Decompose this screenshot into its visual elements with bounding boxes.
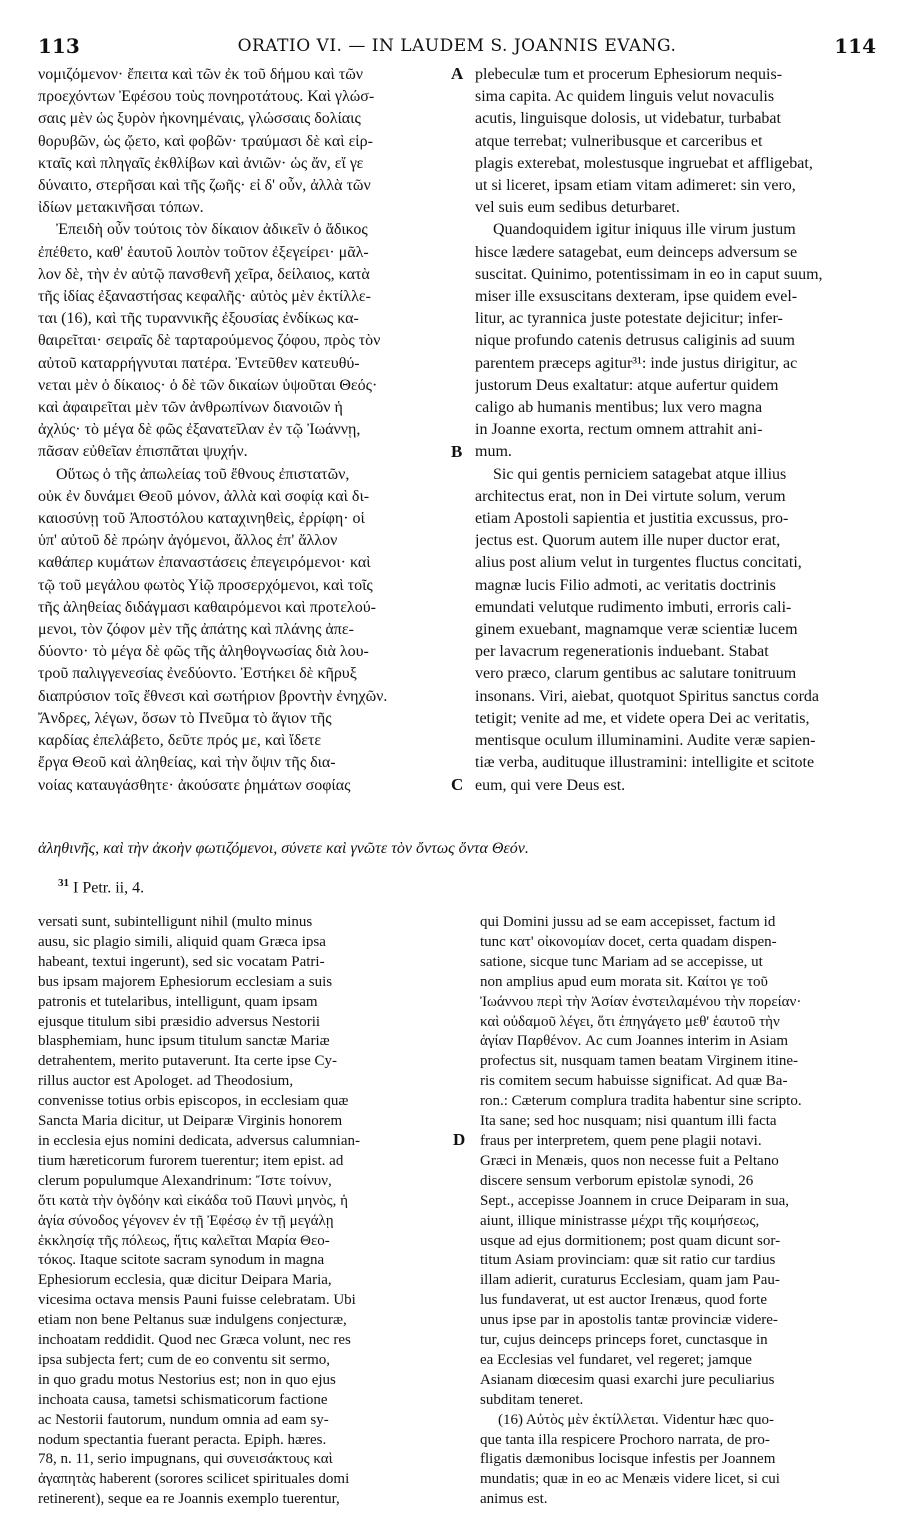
text-line: ac Nestorii fautorum, nundum omnia ad eam sy- xyxy=(38,1411,329,1428)
text-line: Quandoquidem igitur iniquus ille virum justum xyxy=(493,221,796,239)
text-line: justorum Deus exaltatur: atque aufertur quidem xyxy=(475,376,779,394)
text-line: profectus sit, nusquam tamen beatam Virginem itine- xyxy=(480,1053,799,1070)
text-line: ὅτι κατὰ τὴν ὀγδόην καὶ εἰκάδα τοῦ Παυνὶ μηνὸς, ἡ xyxy=(38,1192,348,1209)
text-line: τῆς ἰδίας ἐξαναστήσας κεφαλῆς· αὐτὸς μὲν ἐκτίλλε- xyxy=(38,288,371,306)
text-line: καὶ ἀφαιρεῖται μὲν τῶν ἀνθρωπίνων διανοιῶν ἡ xyxy=(38,399,343,417)
margin-letter-c: C xyxy=(451,775,464,794)
text-line: οὐκ ἐν δυνάμει Θεοῦ μόνον, ἀλλὰ καὶ σοφίᾳ καὶ δι- xyxy=(38,487,370,505)
text-line: ἐπέθετο, καθ' ἑαυτοῦ λοιπὸν τοῦτον ἐξεγείρει· μᾶλ- xyxy=(38,243,369,261)
text-line: per lavacrum regenerationis induebant. Stabat xyxy=(475,643,769,661)
running-head xyxy=(38,34,876,58)
latin-text-column xyxy=(475,64,880,797)
text-line: architectus erat, non in Dei virtute solum, verum xyxy=(475,487,786,505)
text-line: eum, qui vere Deus est. xyxy=(475,776,626,794)
text-line: δύοντο· τὸ μέγα δὲ φῶς τῆς ἀληθογνωσίας διὰ λου- xyxy=(38,643,369,661)
text-line: vero præco, clarum gentibus ac salutare tonitruum xyxy=(475,665,797,683)
text-line: ἔργα Θεοῦ καὶ ἀληθείας, καὶ τὴν ὄψιν τῆς δια- xyxy=(38,754,336,772)
text-line: litur, ac tyrannica juste potestate dejicitur; infer- xyxy=(475,310,783,328)
text-line: (16) Αὐτὸς μὲν ἐκτίλλεται. Videntur hæc quo- xyxy=(498,1411,775,1428)
text-line: parentem præceps agitur³¹: inde justus dirigitur, ac xyxy=(475,354,798,372)
text-line: vel suis eum sedibus deturbaret. xyxy=(475,199,680,217)
text-line: que tanta illa respicere Prochoro narrata, de pro- xyxy=(480,1431,770,1448)
text-line: ται (16), καὶ τῆς τυραννικῆς ἐξουσίας ἐνδίκως κα- xyxy=(38,310,359,328)
text-line: tium hæreticorum furorem tuerentur; item epist. ad xyxy=(38,1152,344,1169)
notes-right-column xyxy=(480,913,880,1510)
text-line: mentisque oculum illuminamini. Audite veræ sapien- xyxy=(475,732,816,750)
footnote-marker: 31 xyxy=(58,877,69,889)
text-line: ἀχλύς· τὸ μέγα δὲ φῶς ἐξανατεῖλαν ἐν τῷ Ἰωάννῃ, xyxy=(38,421,361,439)
text-line: aiunt, illique ministrasse μέχρι τῆς κοιμήσεως, xyxy=(480,1212,760,1229)
footnote xyxy=(58,877,144,897)
text-line: lus fundaverat, ut est auctor Irenæus, quod forte xyxy=(480,1292,767,1309)
text-line: Ἄνδρες, λέγων, ὅσων τὸ Πνεῦμα τὸ ἅγιον τῆς xyxy=(38,709,332,727)
text-line: νεται μὲν ὁ δίκαιος· ὁ δὲ τῶν δικαίων ὑψοῦται Θεός· xyxy=(38,376,378,394)
text-line: atque terrebat; vulneribusque et carceribus et xyxy=(475,132,763,150)
text-line: illam adierit, curaturus Ecclesiam, quam jam Pau- xyxy=(480,1272,780,1289)
text-line: plebeculæ tum et procerum Ephesiorum nequis- xyxy=(475,66,783,83)
text-line: unus ipse par in apostolis tantæ provinciæ videre- xyxy=(480,1312,778,1329)
text-line: 78, n. 11, serio impugnans, qui συνεισάκτους καὶ xyxy=(38,1451,333,1468)
text-line: alius post alium velut in turgentes fluctus concitati, xyxy=(475,554,802,572)
text-line: τῆς ἀληθείας διδάγμασι καθαιρόμενοι καὶ προτελού- xyxy=(38,598,376,616)
text-line: ἐκκλησίᾳ τῆς πόλεως, ἥτις καλεῖται Μαρία Θεο- xyxy=(38,1232,330,1249)
text-line: tetigit; venite ad me, et videte opera Dei ac veritatis, xyxy=(475,709,810,727)
text-line: qui Domini jussu ad se eam accepisset, factum id xyxy=(480,914,776,930)
text-line: non amplius apud eum morata sit. Καίτοι γε τοῦ xyxy=(480,973,768,990)
text-line: suscitat. Quinimo, potentissimam in eo in caput suum, xyxy=(475,265,823,283)
text-line: ginem exuebant, magnamque veræ scientiæ lucem xyxy=(475,621,798,639)
text-line: Ita sane; sed hoc nusquam; nisi quantum illi facta xyxy=(480,1113,777,1130)
text-line: τῷ τοῦ μεγάλου φωτὸς Υἱῷ προσερχόμενοι, καὶ τοῖς xyxy=(38,576,373,594)
text-line: καρδίας ἐπελάβετο, δεῦτε πρός με, καὶ ἴδετε xyxy=(38,732,322,750)
text-line: Sept., accepisse Joannem in cruce Deiparam in sua, xyxy=(480,1192,790,1209)
text-line: Ἐπειδὴ οὖν τούτοις τὸν δίκαιον ἀδικεῖν ὁ ἄδικος xyxy=(56,221,368,239)
greek-text-column xyxy=(38,64,448,797)
text-line: ὑπ' αὐτοῦ δὲ πρώην ἀγόμενοι, ἄλλος ἐπ' ἄλλον xyxy=(38,532,338,550)
text-line: ἁγίαν Παρθένον. Ac cum Joannes interim in Asiam xyxy=(480,1033,789,1050)
text-line: rillus auctor est Apologet. ad Theodosium, xyxy=(38,1073,294,1090)
text-line: plagis exterebat, molestusque ingruebat et affligebat, xyxy=(475,154,813,172)
text-line: discere sensum verborum epistolæ synodi, 26 xyxy=(480,1172,754,1189)
text-line: in quo gradu motus Nestorius est; non in quo ejus xyxy=(38,1371,336,1388)
notes-left-column xyxy=(38,913,448,1510)
text-line: insonans. Viri, aiebat, quotquot Spiritus sanctus corda xyxy=(475,687,820,705)
text-line: titum Asiam provinciam: quæ sit ratio cur tardius xyxy=(480,1252,776,1269)
text-line: δύναιτο, στερῆσαι καὶ τῆς ζωῆς· εἰ δ' οὖν, ἀλλὰ τῶν xyxy=(38,177,371,195)
text-line: κταῖς καὶ πληγαῖς ἐκθλίβων καὶ ἀνιῶν· ὡς ἄν, εἴ γε xyxy=(38,154,364,172)
text-line: bus ipsam majorem Ephesiorum ecclesiam a suis xyxy=(38,973,333,990)
text-line: Asianam diœcesim quasi exarchi jure peculiarius xyxy=(480,1371,775,1388)
text-line: ἀγαπητὰς haberent (sorores scilicet spirituales domi xyxy=(38,1471,350,1488)
text-line: ejusque titulum sibi præsidio adversus Nestorii xyxy=(38,1013,321,1030)
text-line: σαις μὲν ὡς ξυρὸν ἠκονημέναις, γλώσσαις δολίαις xyxy=(38,110,361,128)
margin-letter-a: A xyxy=(451,64,464,83)
text-line: magnæ lucis Filio admoti, ac veritatis doctrinis xyxy=(475,576,776,594)
text-line: ron.: Cæterum complura tradita habentur sine scripto. xyxy=(480,1093,802,1110)
text-line: καθάπερ κυμάτων ἐπαναστάσεις ἐπεγειρόμενοι· καὶ xyxy=(38,554,371,572)
text-line: tunc κατ' οἰκονομίαν docet, certa quadam dispen- xyxy=(480,933,777,950)
text-line: emundati velutque rudimento imbuti, erroris cali- xyxy=(475,598,792,616)
text-line: caligo ab humanis mentibus; lux vero magna xyxy=(475,399,763,417)
text-line: etiam Apostoli sapientia et justitia excussus, pro- xyxy=(475,510,789,528)
text-line: inchoata causa, tametsi schismaticorum factione xyxy=(38,1391,328,1408)
text-line: νομιζόμενον· ἔπειτα καὶ τῶν ἐκ τοῦ δήμου καὶ τῶν xyxy=(38,66,364,83)
text-line: ea Ecclesias vel fundaret, vel regeret; jamque xyxy=(480,1351,752,1368)
text-line: θαιρεῖται· σειραῖς δὲ ταρταρούμενος ζόφου, πρὸς τὸν xyxy=(38,332,381,350)
text-line: versati sunt, subintelligunt nihil (multo minus xyxy=(38,914,313,930)
text-line: in ecclesia ejus nomini dedicata, adversus calumnian- xyxy=(38,1132,360,1149)
text-line: fligatis dæmonibus locisque infestis per Joannem xyxy=(480,1451,776,1468)
running-title: ORATIO VI. — IN LAUDEM S. JOANNIS EVANG. xyxy=(237,36,677,56)
text-line: μενοι, τὸν ζόφον μὲν τῆς ἀπάτης καὶ πλάνης ἀπε- xyxy=(38,621,354,639)
text-line: Sic qui gentis perniciem satagebat atque illius xyxy=(493,465,787,483)
text-line: ut si liceret, ipsam etiam vitam adimeret: sin vero, xyxy=(475,177,796,195)
text-line: ris comitem secum habuisse significat. Ad quæ Ba- xyxy=(480,1073,788,1090)
text-line: προεχόντων Ἐφέσου τοὺς πονηροτάτους. Καὶ γλώσ- xyxy=(38,88,375,106)
text-line: clerum populumque Alexandrinum: Ἴστε τοίνυν, xyxy=(38,1172,332,1189)
text-line: Græci in Menæis, quos non necesse fuit a Peltano xyxy=(480,1152,779,1169)
text-line: πᾶσαν εὐθεῖαν ἐπισπᾶται ψυχήν. xyxy=(38,443,248,461)
text-line: nodum spectantia fuerant peracta. Epiph. hæres. xyxy=(38,1431,327,1448)
text-line: etiam non bene Peltanus suæ indulgens conjecturæ, xyxy=(38,1312,347,1329)
text-line: ἁγία σύνοδος γέγονεν ἐν τῇ Ἐφέσῳ ἐν τῇ μεγάλῃ xyxy=(38,1212,334,1229)
text-line: detrahentem, merito putaverunt. Ita certe ipse Cy- xyxy=(38,1053,338,1070)
text-line: blasphemiam, hunc ipsum titulum sanctæ Mariæ xyxy=(38,1033,330,1050)
text-line: sima capita. Ac quidem linguis velut novaculis xyxy=(475,88,775,106)
text-line: convenisse totius orbis episcopos, in ecclesiam quæ xyxy=(38,1093,349,1110)
text-line: διαπρύσιον τοῖς ἔθνεσι καὶ σωτήριον βροντὴν ἐνηχῶν. xyxy=(38,687,388,705)
text-line: vicesima octava mensis Pauni fuisse celebratam. Ubi xyxy=(38,1292,356,1309)
text-line: Sancta Maria dicitur, ut Deiparæ Virginis honorem xyxy=(38,1113,343,1130)
margin-letter-d: D xyxy=(453,1130,466,1149)
text-line: αὐτοῦ καταρρήγνυται πατέρα. Ἐντεῦθεν κατευθύ- xyxy=(38,354,360,372)
text-line: retinerent), seque ea re Joannis exemplo tuerentur, xyxy=(38,1491,340,1508)
footnote-text: I Petr. ii, 4. xyxy=(73,879,145,897)
text-line: ipsa subjecta fert; cum de eo conventu sit sermo, xyxy=(38,1351,330,1368)
text-line: subditam teneret. xyxy=(480,1391,584,1408)
text-line: Ἰωάννου περὶ τὴν Ἀσίαν ἐνστειλαμένου τὴν πορείαν· xyxy=(480,993,802,1010)
text-line: patronis et tutelaribus, intelligunt, quam ipsam xyxy=(38,993,318,1010)
text-line: tiæ verba, audituque illustramini: intelligite et scitote xyxy=(475,754,815,772)
text-line: ausu, sic plagio simili, aliquid quam Græca ipsa xyxy=(38,933,326,950)
text-line: hisce lædere satagebat, eum deinceps adversum se xyxy=(475,243,798,261)
text-line: τροῦ παλιγγενεσίας ἐνεδύοντο. Ἐστήκει δὲ κῆρυξ xyxy=(38,665,357,683)
text-line: καιοσύνῃ τοῦ Ἀποστόλου καταχινηθεὶς, ἐρρίφη· οἱ xyxy=(38,510,365,528)
text-line: mum. xyxy=(475,443,512,461)
page-number-left: 113 xyxy=(38,34,80,58)
text-line: usque ad ejus dormitionem; post quam dicunt sor- xyxy=(480,1232,781,1249)
text-line: νοίας καταυγάσθητε· ἀκούσατε ῥημάτων σοφίας xyxy=(38,776,351,794)
text-line: Ephesiorum ecclesia, quæ dicitur Deipara Maria, xyxy=(38,1272,332,1289)
text-line: καὶ οὐδαμοῦ λέγει, ὅτι ἐπηγάγετο μεθ' ἑαυτοῦ τὴν xyxy=(480,1013,780,1030)
text-line: inchoatam reddidit. Quod nec Græca volunt, nec res xyxy=(38,1332,351,1349)
text-line: Οὕτως ὁ τῆς ἀπωλείας τοῦ ἔθνους ἐπιστατῶν, xyxy=(56,465,350,483)
text-line: fraus per interpretem, quem pene plagii notavi. xyxy=(480,1132,762,1149)
text-line: satione, sicque tunc Mariam ad se accepisse, ut xyxy=(480,953,763,970)
text-line: tur, cujus deinceps princeps foret, cunctasque in xyxy=(480,1332,768,1349)
margin-letter-b: B xyxy=(451,442,463,461)
text-line: ἰδίων μετακινῆσαι τόπων. xyxy=(38,199,204,217)
text-line: miser ille exsuscitans dexteram, ipse quidem evel- xyxy=(475,288,798,306)
text-line: jectus est. Quorum autem ille nuper ductor erat, xyxy=(475,532,781,550)
text-line: θορυβῶν, ὡς ᾤετο, καὶ φοβῶν· τραύμασι δὲ καὶ εἱρ- xyxy=(38,132,373,150)
text-line: acutis, linguisque dolosis, ut videbatur, turbabat xyxy=(475,110,781,128)
text-line: τόκος. Itaque scitote sacram synodum in magna xyxy=(38,1252,325,1269)
text-line: habeant, textui ingerunt), sed sic vocatam Patri- xyxy=(38,953,325,970)
text-line: λον δὲ, τὴν ἐν αὐτῷ πανσθενῆ χεῖρα, δείλαιος, κατὰ xyxy=(38,265,370,283)
page-number-right: 114 xyxy=(834,34,876,58)
text-line: in Joanne exorta, rectum omnem attrahit ani- xyxy=(475,421,763,439)
text-line: animus est. xyxy=(480,1491,548,1508)
greek-closing-line: ἀληθινῆς, καὶ τὴν ἀκοὴν φωτιζόμενοι, σύνετε καὶ γνῶτε τὸν ὄντως ὄντα Θεόν. xyxy=(38,840,529,857)
text-line: mundatis; quæ in eo ac Menæis videre licet, si cui xyxy=(480,1471,780,1488)
text-line: nique profundo catenis detrusus caliginis ad suum xyxy=(475,332,795,350)
